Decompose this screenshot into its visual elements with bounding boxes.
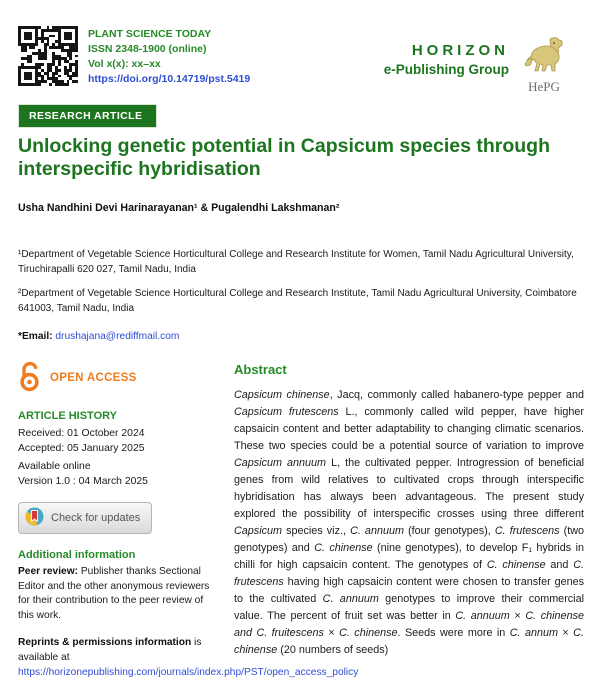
- version-date: Version 1.0 : 04 March 2025: [18, 476, 148, 487]
- affiliation-1: ¹Department of Vegetable Science Horticultural College and Research Institute for Women, Tamil Nadu Agricultural University, Tiruchirapalli 620 027, Tamil Nadu, India: [18, 249, 574, 275]
- article-type-badge: RESEARCH ARTICLE: [18, 104, 157, 128]
- publisher-logo-caption: HePG: [528, 79, 560, 94]
- peer-review-text: Publisher thanks Sectional Editor and the other anonymous reviewers for their contribution to the peer review of this work.: [18, 566, 210, 621]
- abstract-text: Capsicum chinense, Jacq, commonly called habanero-type pepper and Capsicum frutescens L., commonly called wild pepper, have higher capsaicin content and better adaptability to changing climatic scenarios. These two species could be a potential source of variation to improve Capsicum annuum L, the cultivated pepper. Introgression of beneficial genes from wild relatives to cultivated crops through interspecific hybridisation has always been advantageous. The present study explored the possibility of interspecific crosses using three different Capsicum species viz., C. annuum (four genotypes), C. frutescens (two genotypes) and C. chinense (nine genotypes), to develop F₁ hybrids in chilli for high capsaicin content. The genotypes of C. chinense and C. frutescens having high capsaicin content were chosen to transfer genes to the cultivated C. annuum genotypes to improve their commercial value. The percent of fruit set was better in C. annuum × C. chinense and C. fruitescens × C. chinense. Seeds were more in C. annum × C. chinense (20 numbers of seeds): [234, 389, 584, 656]
- abstract-section: [234, 361, 584, 680]
- crossmark-icon: [25, 507, 44, 529]
- masthead: [18, 26, 584, 95]
- open-access-label: OPEN ACCESS: [50, 372, 137, 384]
- affiliation-2: ²Department of Vegetable Science Horticultural College and Research Institute, Tamil Nadu Agricultural University, Coimbatore 641003, Tamil Nadu, India: [18, 288, 577, 314]
- reprints-label: Reprints & permissions information: [18, 637, 192, 649]
- accepted-date: Accepted: 05 January 2025: [18, 443, 145, 454]
- publisher-name: HORIZON: [411, 42, 509, 59]
- journal-volume: Vol x(x): xx–xx: [88, 58, 161, 70]
- article-history-heading: ARTICLE HISTORY: [18, 410, 118, 422]
- authors-line: Usha Nandhini Devi Harinarayanan¹ & Pugalendhi Lakshmanan²: [18, 202, 340, 214]
- doi-link[interactable]: https://doi.org/10.14719/pst.5419: [88, 73, 251, 85]
- email-link[interactable]: drushajana@rediffmail.com: [55, 331, 180, 342]
- received-date: Received: 01 October 2024: [18, 428, 145, 439]
- qr-code: [18, 26, 78, 86]
- journal-meta: [88, 26, 250, 87]
- peer-review-label: Peer review:: [18, 566, 79, 577]
- reprints-link[interactable]: https://horizonepublishing.com/journals/index.php/PST/open_access_policy: [18, 666, 359, 678]
- reprints-joiner: is available at: [18, 637, 202, 663]
- email-label: *Email:: [18, 331, 53, 342]
- publisher-block: [384, 26, 584, 95]
- available-online-label: Available online: [18, 461, 91, 472]
- email-line: [18, 331, 584, 342]
- peer-review-note: [18, 565, 215, 623]
- open-access-row: [18, 361, 215, 395]
- check-for-updates-button[interactable]: [18, 502, 152, 534]
- journal-issn: ISSN 2348-1900 (online): [88, 43, 207, 55]
- article-title: Unlocking genetic potential in Capsicum species through interspecific hybridisation: [18, 135, 550, 180]
- reprints-note: [18, 636, 359, 680]
- publisher-group: e-Publishing Group: [383, 62, 509, 77]
- open-access-lock-icon: [18, 361, 41, 395]
- check-for-updates-label: Check for updates: [51, 512, 141, 524]
- abstract-heading: Abstract: [234, 362, 287, 377]
- additional-info-heading: Additional information: [18, 549, 136, 561]
- journal-name: PLANT SCIENCE TODAY: [88, 28, 212, 40]
